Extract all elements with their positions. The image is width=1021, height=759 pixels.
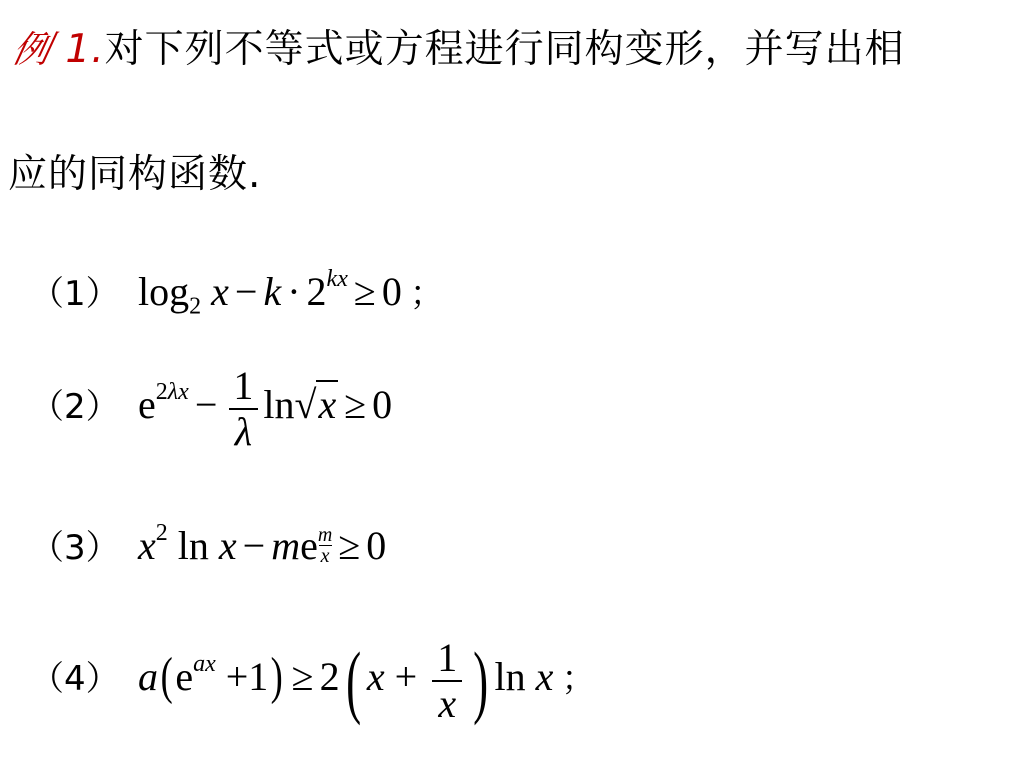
problem-text-line1: 对下列不等式或方程进行同构变形，并写出相: [104, 27, 905, 72]
example-label: 例 1.: [8, 27, 105, 72]
formula-3: [30, 520, 386, 569]
sqrt-x: √x: [294, 382, 337, 428]
formula-2: [30, 364, 392, 454]
formula-4-end: ；: [561, 659, 596, 700]
formula-1-index: （1）: [30, 274, 120, 314]
formula-2-expression: $e^{2\lambda x}$ − $\frac{1}{\lambda}$ ln√x ≥ 0: [138, 363, 393, 454]
fraction-1-over-lambda: $\frac{1}{\lambda}$: [227, 364, 259, 454]
formula-4-index: （4）: [30, 659, 120, 700]
problem-text-line2: 应的同构函数.: [8, 152, 262, 197]
exponent-m-over-x: $\frac{m}{x}$: [317, 524, 333, 567]
formula-2-index: （2）: [30, 387, 120, 428]
formula-4-expression: $a(e^{ax} +1) \ge 2$( x + $\frac{1}{x}$ ) ln x: [138, 635, 554, 726]
formula-1-end: ；: [409, 274, 444, 314]
formula-3-index: （3）: [30, 528, 120, 568]
fraction-1-over-x: $\frac{1}{x}$: [431, 636, 463, 726]
formula-1: [30, 265, 444, 320]
problem-intro-line1: [8, 18, 905, 74]
formula-3-expression: $x^2$ ln x − me $\frac{m}{x}$ ≥ 0: [138, 519, 387, 568]
problem-intro-line2: [8, 143, 261, 199]
formula-4: [30, 636, 595, 726]
formula-1-expression: $\log_2 x - k \cdot 2^{kx} \ge 0$: [138, 265, 402, 320]
